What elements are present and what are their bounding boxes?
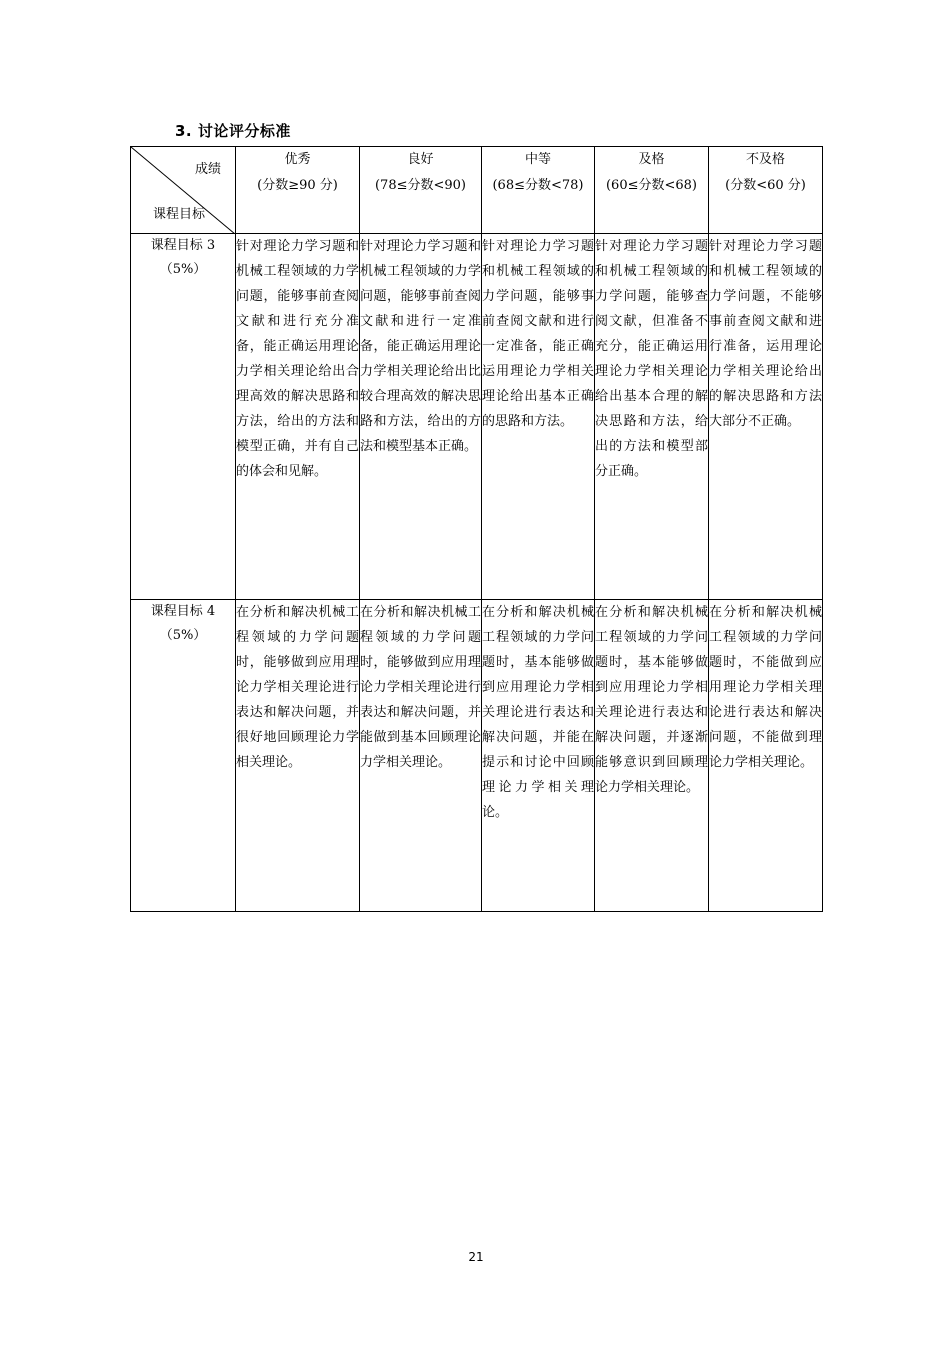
criteria-cell: 针对理论力学习题和机械工程领域的力学问题，不能够事前查阅文献和进行准备，运用理论力学相关理论给出的解决思路和方法大部分不正确。 [709, 234, 823, 600]
corner-grade-label: 成绩 [194, 162, 221, 177]
grade-header-medium [482, 147, 595, 234]
grade-range: (68≤分数<78) [492, 178, 584, 193]
header-row [131, 147, 823, 234]
criteria-cell: 针对理论力学习题和机械工程领域的力学问题，能够事前查阅文献和进行一定准备，能正确运用理论力学相关理论给出基本正确的思路和方法。 [482, 234, 595, 600]
grade-name: 不及格 [745, 152, 785, 167]
grade-range: (分数≥90 分) [257, 178, 338, 193]
table-row [131, 600, 823, 912]
course-target-name: 课程目标 4 [150, 604, 216, 619]
grade-name: 优秀 [284, 152, 311, 167]
criteria-cell: 在分析和解决机械工程领域的力学问题时，能够做到应用理论力学相关理论进行表达和解决问题，并很好地回顾理论力学相关理论。 [236, 600, 360, 912]
criteria-cell: 在分析和解决机械工程领域的力学问题时，能够做到应用理论力学相关理论进行表达和解决问题，并能做到基本回顾理论力学相关理论。 [360, 600, 482, 912]
corner-cell [131, 147, 236, 234]
table-row [131, 234, 823, 600]
grade-header-excellent [236, 147, 360, 234]
course-target-cell [131, 234, 236, 600]
grade-range: (78≤分数<90) [374, 178, 466, 193]
criteria-cell: 针对理论力学习题和机械工程领域的力学问题，能够事前查阅文献和进行充分准备，能正确运用理论力学相关理论给出合理高效的解决思路和方法，给出的方法和模型正确，并有自己的体会和见解。 [236, 234, 360, 600]
grade-header-good [360, 147, 482, 234]
grading-table [130, 146, 823, 912]
criteria-cell: 针对理论力学习题和机械工程领域的力学问题，能够事前查阅文献和进行一定准备，能正确运用理论力学相关理论给出比较合理高效的解决思路和方法，给出的方法和模型基本正确。 [360, 234, 482, 600]
section-title: 3. 讨论评分标准 [175, 122, 291, 140]
grade-header-fail [709, 147, 823, 234]
course-target-name: 课程目标 3 [150, 238, 216, 253]
criteria-cell: 在分析和解决机械工程领域的力学问题时，基本能够做到应用理论力学相关理论进行表达和解决问题，并逐渐能够意识到回顾理论力学相关理论。 [595, 600, 709, 912]
grade-range: (60≤分数<68) [605, 178, 697, 193]
course-target-weight: （5%） [159, 628, 207, 643]
grade-name: 良好 [407, 152, 434, 167]
page-number: 21 [468, 1250, 484, 1264]
course-target-cell [131, 600, 236, 912]
criteria-cell: 针对理论力学习题和机械工程领域的力学问题，能够查阅文献，但准备不充分，能正确运用理论力学相关理论给出基本合理的解决思路和方法，给出的方法和模型部分正确。 [595, 234, 709, 600]
grade-name: 中等 [524, 152, 551, 167]
course-target-weight: （5%） [159, 262, 207, 277]
grade-name: 及格 [638, 152, 665, 167]
criteria-cell: 在分析和解决机械工程领域的力学问题时，基本能够做到应用理论力学相关理论进行表达和解决问题，并能在提示和讨论中回顾理论力学相关理论。 [482, 600, 595, 912]
criteria-cell: 在分析和解决机械工程领域的力学问题时，不能做到应用理论力学相关理论进行表达和解决问题，不能做到理论力学相关理论。 [709, 600, 823, 912]
corner-target-label: 课程目标 [153, 207, 206, 222]
grade-range: (分数<60 分) [725, 178, 806, 193]
grade-header-pass [595, 147, 709, 234]
